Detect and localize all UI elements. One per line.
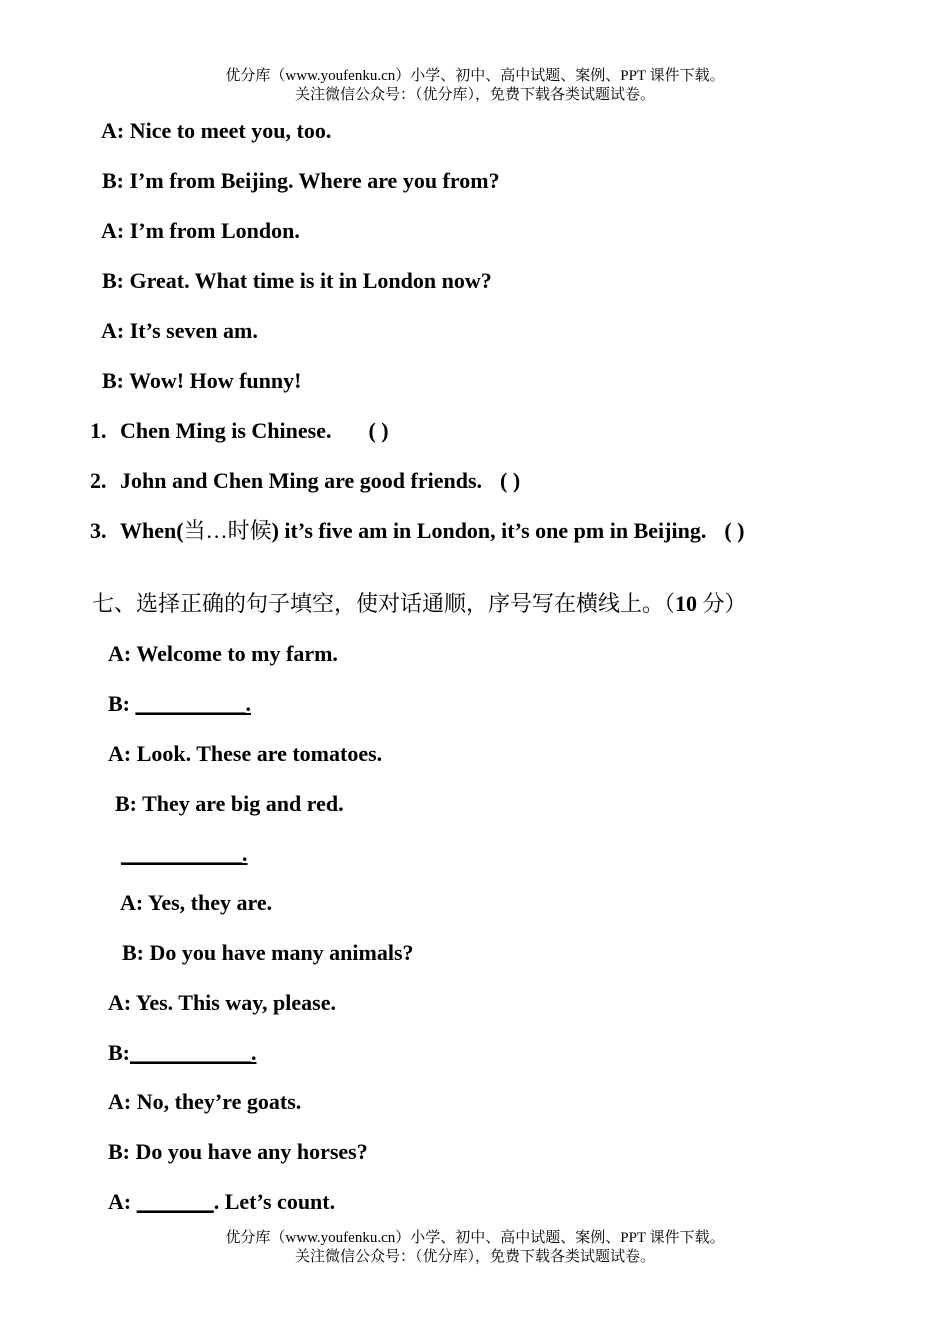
farm-line-3: A: Look. These are tomatoes.: [108, 741, 383, 766]
page-footer: [0, 1229, 950, 1267]
line-suffix: . Let’s count.: [213, 1189, 336, 1214]
dialogue-line-4: B: Great. What time is it in London now?: [102, 268, 492, 293]
speaker-label: B:: [108, 1040, 130, 1065]
farm-line-2: [108, 691, 251, 717]
answer-paren[interactable]: ( ): [724, 518, 745, 543]
dialogue-line-6: B: Wow! How funny!: [102, 368, 302, 393]
farm-line-9: [108, 1040, 257, 1066]
question-text-chinese: 当…时候: [183, 518, 272, 543]
question-text-post: ) it’s five am in London, it’s one pm in Beijing.: [271, 518, 707, 543]
speaker-label: A:: [108, 1189, 137, 1214]
farm-line-12: [108, 1189, 335, 1215]
farm-line-10: A: No, they’re goats.: [108, 1089, 302, 1114]
question-text: Chen Ming is Chinese.: [120, 418, 332, 443]
section-score: 10: [675, 591, 698, 616]
section-title: 七、选择正确的句子填空，使对话通顺，序号写在横线上。（: [92, 591, 676, 616]
section-7-heading: [92, 591, 747, 617]
question-2: [90, 468, 520, 494]
question-text-pre: When(: [120, 518, 184, 543]
dialogue-line-5: A: It’s seven am.: [101, 318, 258, 343]
farm-line-5: [121, 841, 248, 867]
farm-line-8: A: Yes. This way, please.: [108, 990, 336, 1015]
answer-blank[interactable]: ___________.: [121, 841, 248, 866]
farm-line-6: A: Yes, they are.: [120, 890, 273, 915]
question-number: 3.: [90, 518, 107, 543]
answer-blank[interactable]: _______: [136, 1189, 214, 1214]
dialogue-line-1: A: Nice to meet you, too.: [101, 118, 332, 143]
question-1: [90, 418, 389, 444]
speaker-label: B:: [108, 691, 136, 716]
answer-blank[interactable]: __________.: [135, 691, 251, 716]
question-number: 1.: [90, 418, 107, 443]
section-score-unit: 分）: [697, 591, 747, 616]
footer-line-2: 关注微信公众号：（优分库），免费下载各类试题试卷。: [294, 1249, 655, 1265]
footer-line-1: 优分库（www.youfenku.cn）小学、初中、高中试题、案例、PPT 课件下载。: [225, 1230, 725, 1246]
header-line-2: 关注微信公众号：（优分库），免费下载各类试题试卷。: [294, 87, 655, 103]
question-number: 2.: [90, 468, 107, 493]
answer-paren[interactable]: ( ): [368, 418, 389, 443]
farm-line-1: A: Welcome to my farm.: [108, 641, 338, 666]
dialogue-line-2: B: I’m from Beijing. Where are you from?: [102, 168, 500, 193]
farm-line-7: B: Do you have many animals?: [122, 940, 414, 965]
header-line-1: 优分库（www.youfenku.cn）小学、初中、高中试题、案例、PPT 课件下载。: [225, 68, 725, 84]
farm-line-4: B: They are big and red.: [115, 791, 344, 816]
answer-blank[interactable]: ___________.: [130, 1040, 257, 1065]
page-header: [0, 67, 950, 105]
question-text: John and Chen Ming are good friends.: [120, 468, 483, 493]
dialogue-line-3: A: I’m from London.: [101, 218, 300, 243]
question-3: [90, 518, 744, 544]
answer-paren[interactable]: ( ): [500, 468, 521, 493]
farm-line-11: B: Do you have any horses?: [108, 1139, 368, 1164]
